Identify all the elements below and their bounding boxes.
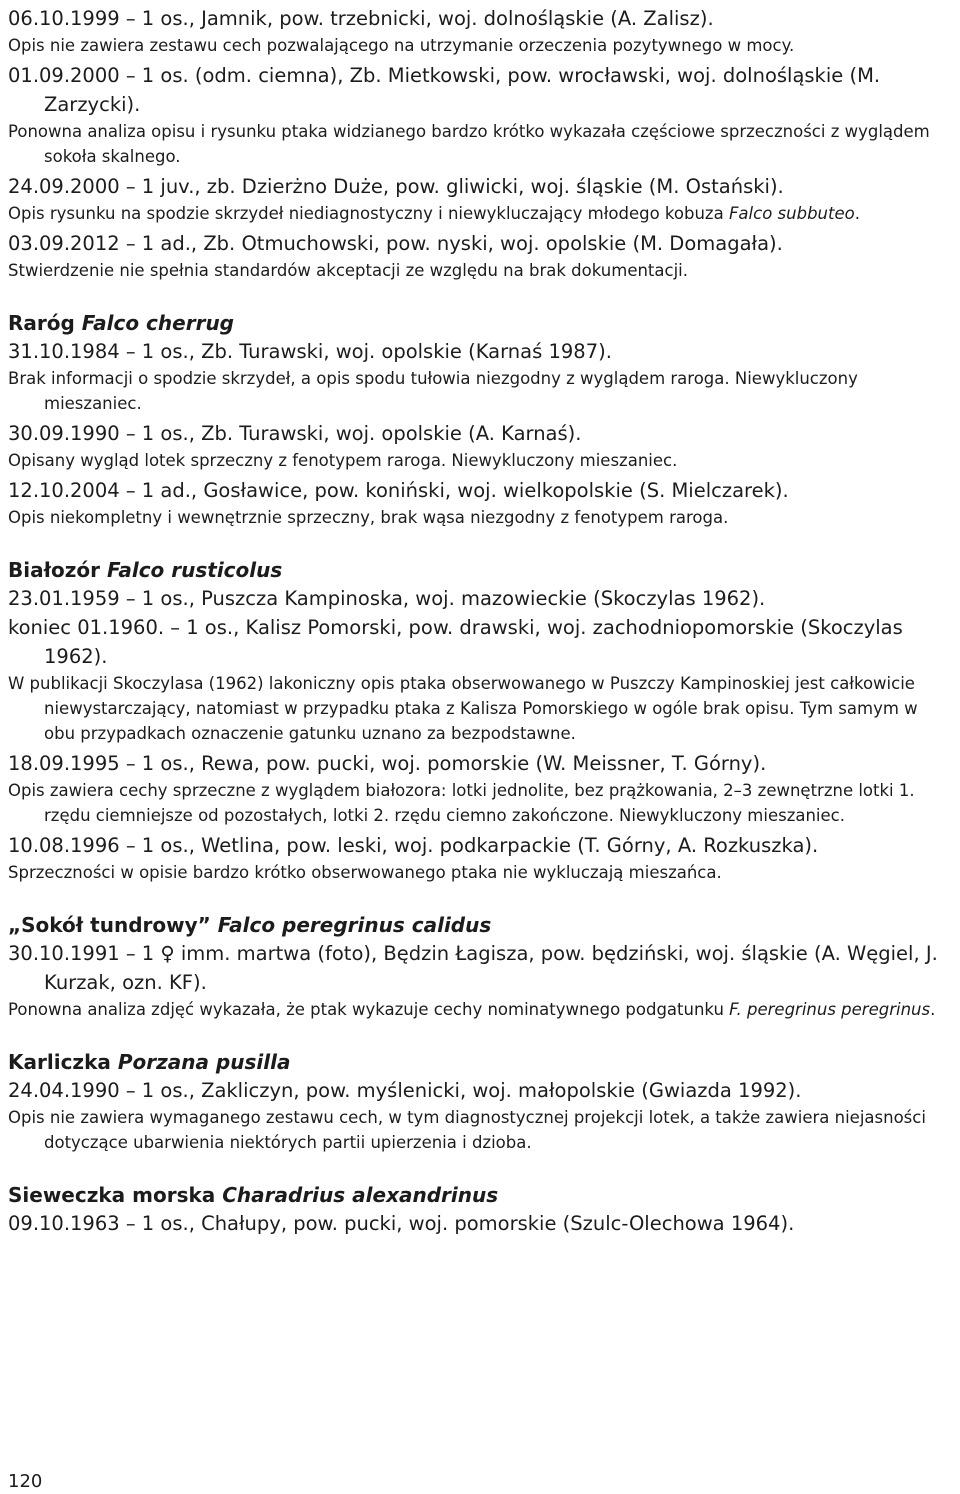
block-text: 06.10.1999 – 1 os., Jamnik, pow. trzebnicki, woj. dolnośląskie (A. Zalisz). [8, 7, 714, 30]
block-text: Stwierdzenie nie spełnia standardów akceptacji ze względu na brak dokumentacji. [8, 261, 688, 280]
block-text: koniec 01.1960. – 1 os., Kalisz Pomorski, pow. drawski, woj. zachodniopomorskie (Skoczylas 1962). [8, 616, 903, 668]
commission-note [8, 671, 952, 746]
observation-record [8, 419, 952, 448]
block-text: Sieweczka morska [8, 1183, 223, 1207]
observation-record [8, 4, 952, 33]
commission-note [8, 33, 952, 58]
latin-name: Porzana pusilla [117, 1050, 291, 1074]
observation-record [8, 337, 952, 366]
commission-note [8, 201, 952, 226]
block-text: Opis niekompletny i wewnętrznie sprzeczny, brak wąsa niezgodny z fenotypem raroga. [8, 508, 729, 527]
block-text: Ponowna analiza opisu i rysunku ptaka widzianego bardzo krótko wykazała częściowe sprzeczności z wyglądem sokoła skalnego. [8, 122, 930, 166]
species-heading [8, 309, 952, 337]
species-heading [8, 556, 952, 584]
block-text: Ponowna analiza zdjęć wykazała, że ptak wykazuje cechy nominatywnego podgatunku [8, 1000, 730, 1019]
observation-record [8, 1076, 952, 1105]
block-text: Opis rysunku na spodzie skrzydeł niediagnostyczny i niewykluczający młodego kobuza [8, 204, 729, 223]
block-text: 09.10.1963 – 1 os., Chałupy, pow. pucki, woj. pomorskie (Szulc-Olechowa 1964). [8, 1212, 795, 1235]
commission-note [8, 119, 952, 169]
block-text-end: . [930, 1000, 936, 1019]
commission-note [8, 448, 952, 473]
observation-record [8, 172, 952, 201]
block-text: 24.04.1990 – 1 os., Zakliczyn, pow. myślenicki, woj. małopolskie (Gwiazda 1992). [8, 1079, 802, 1102]
block-text: 03.09.2012 – 1 ad., Zb. Otmuchowski, pow. nyski, woj. opolskie (M. Domagała). [8, 232, 783, 255]
species-heading [8, 1181, 952, 1209]
observation-record [8, 584, 952, 613]
observation-record [8, 749, 952, 778]
page-number: 120 [8, 1471, 43, 1492]
block-text-end: . [854, 204, 860, 223]
latin-name: Charadrius alexandrinus [222, 1183, 499, 1207]
block-text: Opis zawiera cechy sprzeczne z wyglądem białozora: lotki jednolite, bez prążkowania, 2–3 zewnętrzne lotki 1. rzędu ciemniejsze od pozostałych, lotki 2. rzędu ciemno zakończone. Niewykluczony mieszaniec. [8, 781, 915, 825]
species-heading [8, 1048, 952, 1076]
block-text: Raróg [8, 311, 82, 335]
latin-name: Falco subbuteo [728, 204, 855, 223]
block-text: 12.10.2004 – 1 ad., Gosławice, pow. koniński, woj. wielkopolskie (S. Mielczarek). [8, 479, 789, 502]
observation-record [8, 1209, 952, 1238]
block-text: 30.09.1990 – 1 os., Zb. Turawski, woj. opolskie (A. Karnaś). [8, 422, 582, 445]
latin-name: Falco peregrinus calidus [217, 913, 492, 937]
observation-record [8, 61, 952, 119]
block-text: 23.01.1959 – 1 os., Puszcza Kampinoska, woj. mazowieckie (Skoczylas 1962). [8, 587, 766, 610]
commission-note [8, 258, 952, 283]
block-text: 10.08.1996 – 1 os., Wetlina, pow. leski, woj. podkarpackie (T. Górny, A. Rozkuszka). [8, 834, 819, 857]
block-text: Opisany wygląd lotek sprzeczny z fenotypem raroga. Niewykluczony mieszaniec. [8, 451, 678, 470]
latin-name: Falco cherrug [81, 311, 234, 335]
block-text: 01.09.2000 – 1 os. (odm. ciemna), Zb. Mietkowski, pow. wrocławski, woj. dolnośląskie (M. Zarzycki). [8, 64, 881, 116]
block-text: Sprzeczności w opisie bardzo krótko obserwowanego ptaka nie wykluczają mieszańca. [8, 863, 722, 882]
latin-name: Falco rusticolus [106, 558, 283, 582]
commission-note [8, 860, 952, 885]
commission-note [8, 778, 952, 828]
block-text: „Sokół tundrowy” [8, 913, 218, 937]
latin-name: F. peregrinus peregrinus [729, 1000, 931, 1019]
observation-record [8, 613, 952, 671]
species-heading [8, 911, 952, 939]
block-text: Białozór [8, 558, 107, 582]
commission-note [8, 1105, 952, 1155]
block-text: 24.09.2000 – 1 juv., zb. Dzierżno Duże, pow. gliwicki, woj. śląskie (M. Ostański). [8, 175, 784, 198]
commission-note [8, 505, 952, 530]
observation-record [8, 476, 952, 505]
block-text: 30.10.1991 – 1 ♀ imm. martwa (foto), Będzin Łagisza, pow. będziński, woj. śląskie (A. Węgiel, J. Kurzak, ozn. KF). [8, 942, 938, 994]
block-text: Opis nie zawiera zestawu cech pozwalającego na utrzymanie orzeczenia pozytywnego w mocy. [8, 36, 795, 55]
block-text: W publikacji Skoczylasa (1962) lakoniczny opis ptaka obserwowanego w Puszczy Kampinoskiej jest całkowicie niewystarczający, natomiast w przypadku ptaka z Kalisza Pomorskiego w ogóle brak opisu. Tym samym w obu przypadkach oznaczenie gatunku uznano za bezpodstawne. [8, 674, 918, 743]
block-text: Karliczka [8, 1050, 118, 1074]
commission-note [8, 997, 952, 1022]
observation-record [8, 229, 952, 258]
block-text: Brak informacji o spodzie skrzydeł, a opis spodu tułowia niezgodny z wyglądem raroga. Niewykluczony mieszaniec. [8, 369, 858, 413]
block-text: Opis nie zawiera wymaganego zestawu cech, w tym diagnostycznej projekcji lotek, a także zawiera niejasności dotyczące ubarwienia niektórych partii upierzenia i dzioba. [8, 1108, 926, 1152]
block-text: 31.10.1984 – 1 os., Zb. Turawski, woj. opolskie (Karnaś 1987). [8, 340, 612, 363]
block-text: 18.09.1995 – 1 os., Rewa, pow. pucki, woj. pomorskie (W. Meissner, T. Górny). [8, 752, 767, 775]
page-body [8, 4, 952, 1238]
observation-record [8, 939, 952, 997]
observation-record [8, 831, 952, 860]
commission-note [8, 366, 952, 416]
